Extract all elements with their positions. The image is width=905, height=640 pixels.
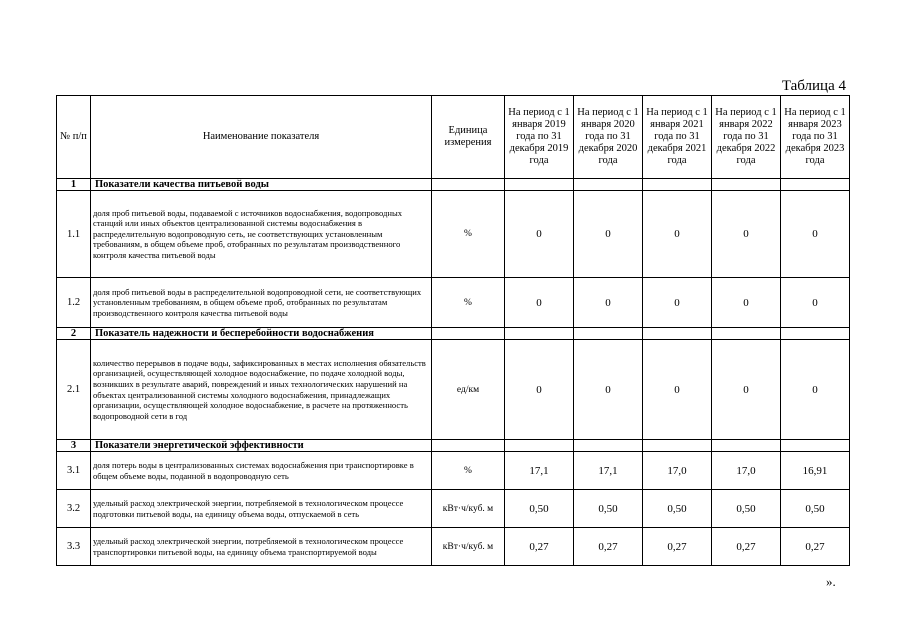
row-value: 0 [505, 340, 574, 440]
table-row [57, 528, 850, 566]
row-value: 0 [712, 340, 781, 440]
row-unit: кВт·ч/куб. м [432, 490, 505, 528]
row-value: 0 [781, 278, 850, 328]
empty-cell [432, 179, 505, 191]
row-num: 2.1 [57, 340, 91, 440]
row-unit: ед/км [432, 340, 505, 440]
row-value: 17,0 [712, 452, 781, 490]
header-unit: Единица измерения [432, 96, 505, 179]
table-row [57, 452, 850, 490]
row-value: 0,27 [643, 528, 712, 566]
empty-cell [574, 440, 643, 452]
header-name: Наименование показателя [91, 96, 432, 179]
empty-cell [712, 440, 781, 452]
section-num: 1 [57, 179, 91, 191]
row-num: 3.1 [57, 452, 91, 490]
section-title: Показатели энергетической эффективности [91, 440, 432, 452]
row-value: 0 [643, 340, 712, 440]
row-unit: % [432, 191, 505, 278]
row-value: 0,27 [712, 528, 781, 566]
empty-cell [505, 179, 574, 191]
row-num: 3.2 [57, 490, 91, 528]
row-value: 17,1 [505, 452, 574, 490]
empty-cell [712, 179, 781, 191]
header-period: На период с 1 января 2019 года по 31 декабря 2019 года [505, 96, 574, 179]
section-title: Показатель надежности и бесперебойности водоснабжения [91, 328, 432, 340]
closing-quote: ». [826, 574, 836, 589]
row-name: доля потерь воды в централизованных системах водоснабжения при транспортировке в общем объеме воды, поданной в водопроводную сеть [91, 452, 432, 490]
row-name: удельный расход электрической энергии, потребляемой в технологическом процессе подготовки питьевой воды, на единицу объема воды, отпускаемой в сеть [91, 490, 432, 528]
header-num: № п/п [57, 96, 91, 179]
header-period: На период с 1 января 2020 года по 31 декабря 2020 года [574, 96, 643, 179]
row-value: 17,1 [574, 452, 643, 490]
header-row [57, 96, 850, 179]
row-unit: кВт·ч/куб. м [432, 528, 505, 566]
table-row [57, 490, 850, 528]
row-value: 0,50 [712, 490, 781, 528]
row-num: 1.1 [57, 191, 91, 278]
section-row [57, 179, 850, 191]
table-title: Таблица 4 [781, 78, 846, 94]
empty-cell [574, 328, 643, 340]
row-value: 0,50 [574, 490, 643, 528]
row-value: 0 [643, 191, 712, 278]
row-value: 0 [574, 340, 643, 440]
empty-cell [643, 179, 712, 191]
header-period: На период с 1 января 2021 года по 31 декабря 2021 года [643, 96, 712, 179]
table-row [57, 340, 850, 440]
row-value: 0,50 [781, 490, 850, 528]
row-value: 0 [781, 191, 850, 278]
empty-cell [574, 179, 643, 191]
row-name: количество перерывов в подаче воды, зафиксированных в местах исполнения обязательств организацией, осуществляющей холодное водоснабжение, по подаче холодной воды, возникших в результате аварий, повреждений и иных технологических нарушений на объектах централизованной системы холодного водоснабжения, принадлежащих организации, осуществляющей холодное водоснабжение, в расчете на протяженность водопроводной сети в год [91, 340, 432, 440]
row-value: 0 [712, 191, 781, 278]
empty-cell [432, 440, 505, 452]
empty-cell [781, 328, 850, 340]
empty-cell [505, 328, 574, 340]
empty-cell [643, 328, 712, 340]
row-value: 17,0 [643, 452, 712, 490]
empty-cell [643, 440, 712, 452]
row-num: 1.2 [57, 278, 91, 328]
row-value: 0 [781, 340, 850, 440]
table-row [57, 278, 850, 328]
row-name: удельный расход электрической энергии, потребляемой в технологическом процессе транспортировки питьевой воды, на единицу объема транспортируемой воды [91, 528, 432, 566]
row-value: 0 [712, 278, 781, 328]
section-row [57, 328, 850, 340]
header-period: На период с 1 января 2022 года по 31 декабря 2022 года [712, 96, 781, 179]
section-title: Показатели качества питьевой воды [91, 179, 432, 191]
row-value: 0 [574, 191, 643, 278]
row-value: 16,91 [781, 452, 850, 490]
row-value: 0,27 [505, 528, 574, 566]
row-value: 0 [505, 191, 574, 278]
row-value: 0 [643, 278, 712, 328]
empty-cell [781, 440, 850, 452]
section-num: 2 [57, 328, 91, 340]
row-value: 0,27 [574, 528, 643, 566]
empty-cell [505, 440, 574, 452]
empty-cell [712, 328, 781, 340]
empty-cell [781, 179, 850, 191]
row-name: доля проб питьевой воды, подаваемой с источников водоснабжения, водопроводных станций или иных объектов централизованной системы водоснабжения в распределительную водопроводную сеть, не соответствующих установленным требованиям, в общем объеме проб, отобранных по результатам производственного контроля качества питьевой воды [91, 191, 432, 278]
row-num: 3.3 [57, 528, 91, 566]
section-row [57, 440, 850, 452]
section-num: 3 [57, 440, 91, 452]
row-unit: % [432, 452, 505, 490]
row-name: доля проб питьевой воды в распределительной водопроводной сети, не соответствующих установленным требованиям, в общем объеме проб, отобранных по результатам производственного контроля качества питьевой воды [91, 278, 432, 328]
row-value: 0,27 [781, 528, 850, 566]
indicators-table [56, 95, 850, 566]
row-value: 0 [505, 278, 574, 328]
row-value: 0 [574, 278, 643, 328]
header-period: На период с 1 января 2023 года по 31 декабря 2023 года [781, 96, 850, 179]
table-row [57, 191, 850, 278]
row-unit: % [432, 278, 505, 328]
row-value: 0,50 [505, 490, 574, 528]
row-value: 0,50 [643, 490, 712, 528]
empty-cell [432, 328, 505, 340]
